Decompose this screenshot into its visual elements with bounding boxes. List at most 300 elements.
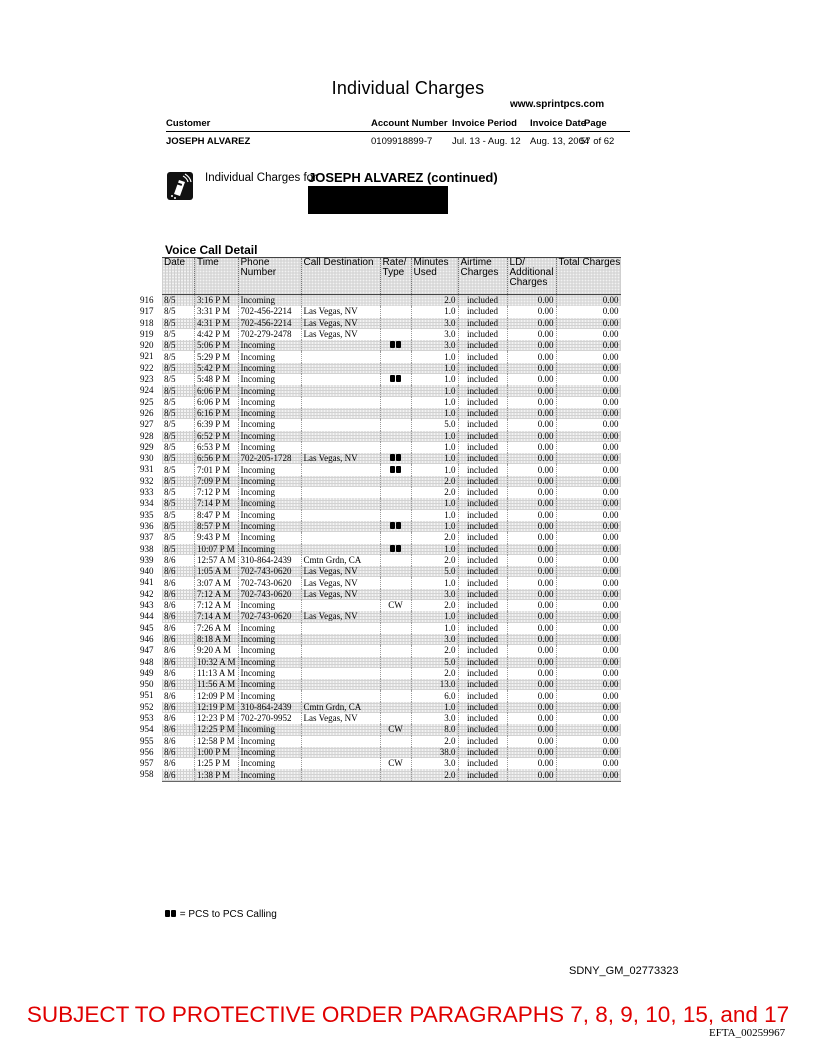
total-cell: 0.00 (556, 724, 621, 735)
rate-type-cell (380, 566, 411, 577)
total-cell: 0.00 (556, 464, 621, 475)
date-cell: 8/5 (164, 532, 176, 543)
row-number: 945 (140, 622, 154, 633)
phone-cell: Incoming (238, 374, 301, 385)
phone-cell: Incoming (238, 498, 301, 509)
airtime-cell: included (458, 623, 507, 634)
table-row (162, 476, 621, 487)
airtime-cell: included (458, 498, 507, 509)
legend (165, 909, 277, 920)
time-cell: 1:25 P M (195, 758, 239, 769)
table-row (162, 566, 621, 577)
minutes-cell: 1.0 (411, 577, 458, 588)
phone-cell: Incoming (238, 431, 301, 442)
time-cell: 3:31 P M (195, 306, 239, 317)
airtime-cell: included (458, 713, 507, 724)
table-row (162, 634, 621, 645)
destination-cell: Las Vegas, NV (301, 453, 380, 464)
airtime-cell: included (458, 487, 507, 498)
destination-cell (301, 769, 380, 781)
airtime-cell: included (458, 363, 507, 374)
date-cell: 8/6 (162, 747, 195, 758)
minutes-cell: 3.0 (411, 340, 458, 351)
row-number: 916 (140, 294, 154, 305)
minutes-cell: 2.0 (411, 736, 458, 747)
minutes-cell: 1.0 (411, 351, 458, 362)
date-cell: 8/6 (162, 679, 195, 690)
phone-cell: 702-456-2214 (238, 306, 301, 317)
row-number: 919 (140, 328, 154, 339)
row-number: 949 (140, 667, 154, 678)
rate-type-cell (380, 668, 411, 679)
minutes-cell: 1.0 (411, 544, 458, 555)
minutes-cell: 1.0 (411, 453, 458, 464)
total-cell: 0.00 (556, 521, 621, 532)
destination-cell: Las Vegas, NV (301, 713, 380, 724)
ld-charges-cell: 0.00 (507, 736, 556, 747)
col-ld-additional: LD/ Additional Charges (507, 258, 556, 295)
ld-charges-cell: 0.00 (507, 408, 556, 419)
total-cell: 0.00 (556, 318, 621, 329)
rate-type-cell (380, 397, 411, 408)
row-number: 926 (140, 407, 154, 418)
time-cell: 4:42 P M (195, 329, 239, 340)
table-row (162, 690, 621, 701)
time-cell: 7:12 A M (195, 600, 239, 611)
total-cell: 0.00 (556, 657, 621, 668)
col-phone: Phone Number (238, 258, 301, 295)
airtime-cell: included (458, 645, 507, 656)
ld-charges-cell: 0.00 (507, 532, 556, 543)
destination-cell (301, 363, 380, 374)
rate-type-cell (380, 713, 411, 724)
date-cell: 8/5 (162, 385, 195, 396)
destination-cell (301, 690, 380, 701)
rate-type-cell (380, 374, 411, 385)
minutes-cell: 1.0 (411, 431, 458, 442)
redaction-box (308, 186, 448, 214)
airtime-cell: included (458, 318, 507, 329)
table-row (162, 385, 621, 396)
minutes-cell: 6.0 (411, 690, 458, 701)
table-row (162, 611, 621, 622)
table-row (162, 668, 621, 679)
airtime-cell: included (458, 397, 507, 408)
date-cell: 8/5 (162, 498, 195, 509)
rate-type-cell: CW (380, 724, 411, 735)
time-cell: 12:23 P M (195, 713, 239, 724)
voice-call-table (162, 257, 621, 782)
ld-charges-cell: 0.00 (507, 645, 556, 656)
table-row (162, 340, 621, 351)
minutes-cell: 2.0 (411, 476, 458, 487)
minutes-cell: 3.0 (411, 713, 458, 724)
row-number: 946 (140, 633, 154, 644)
airtime-cell: included (458, 611, 507, 622)
row-number: 953 (140, 712, 154, 723)
account-number-label: Account Number (371, 118, 448, 129)
legend-text: = PCS to PCS Calling (179, 909, 277, 920)
phone-cell: 310-864-2439 (238, 702, 301, 713)
time-cell: 5:29 P M (195, 351, 239, 362)
rate-type-cell (380, 521, 411, 532)
airtime-cell: included (458, 690, 507, 701)
airtime-cell: included (458, 431, 507, 442)
phone-cell: Incoming (238, 668, 301, 679)
rate-type-cell (380, 295, 411, 307)
airtime-cell: included (458, 589, 507, 600)
table-row (162, 329, 621, 340)
time-cell: 8:57 P M (195, 521, 239, 532)
destination-cell (301, 747, 380, 758)
row-number: 922 (140, 362, 154, 373)
destination-cell: Las Vegas, NV (301, 611, 380, 622)
table-row (162, 453, 621, 464)
col-minutes: Minutes Used (411, 258, 458, 295)
individual-name (308, 170, 498, 185)
time-cell: 6:06 P M (195, 397, 239, 408)
phone-cell: Incoming (238, 363, 301, 374)
table-row (162, 419, 621, 430)
date-cell: 8/6 (164, 667, 176, 678)
ld-charges-cell: 0.00 (507, 419, 556, 430)
total-cell: 0.00 (556, 758, 621, 769)
phone-cell: Incoming (238, 600, 301, 611)
total-cell: 0.00 (556, 374, 621, 385)
destination-cell (301, 668, 380, 679)
time-cell: 7:14 A M (195, 611, 239, 622)
destination-cell: Cmtn Grdn, CA (301, 702, 380, 713)
ld-charges-cell: 0.00 (507, 487, 556, 498)
destination-cell (301, 521, 380, 532)
phone-cell: Incoming (238, 442, 301, 453)
destination-cell (301, 736, 380, 747)
phone-cell: Incoming (238, 544, 301, 555)
date-cell: 8/6 (162, 657, 195, 668)
row-number: 938 (140, 543, 154, 554)
airtime-cell: included (458, 657, 507, 668)
table-row (162, 318, 621, 329)
airtime-cell: included (458, 747, 507, 758)
table-row (162, 577, 621, 588)
minutes-cell: 1.0 (411, 397, 458, 408)
time-cell: 6:53 P M (195, 442, 239, 453)
table-row (162, 657, 621, 668)
rate-type-cell (380, 487, 411, 498)
time-cell: 12:09 P M (195, 690, 239, 701)
minutes-cell: 1.0 (411, 702, 458, 713)
row-number: 917 (140, 306, 154, 317)
phone-cell: Incoming (238, 510, 301, 521)
row-number: 918 (140, 317, 154, 328)
airtime-cell: included (458, 306, 507, 317)
total-cell: 0.00 (556, 363, 621, 374)
destination-cell: Cmtn Grdn, CA (301, 555, 380, 566)
ld-charges-cell: 0.00 (507, 724, 556, 735)
date-cell: 8/5 (162, 340, 195, 351)
destination-cell (301, 623, 380, 634)
airtime-cell: included (458, 408, 507, 419)
total-cell: 0.00 (556, 431, 621, 442)
time-cell: 6:39 P M (195, 419, 239, 430)
total-cell: 0.00 (556, 442, 621, 453)
phone-cell: Incoming (238, 295, 301, 307)
date-cell: 8/5 (162, 408, 195, 419)
phone-cell: 702-270-9952 (238, 713, 301, 724)
destination-cell (301, 510, 380, 521)
row-number: 937 (140, 532, 154, 543)
table-row (162, 442, 621, 453)
date-cell: 8/5 (162, 363, 195, 374)
table-row (162, 544, 621, 555)
minutes-cell: 3.0 (411, 318, 458, 329)
ld-charges-cell: 0.00 (507, 690, 556, 701)
table-row (162, 758, 621, 769)
col-airtime: Airtime Charges (458, 258, 507, 295)
destination-cell (301, 385, 380, 396)
minutes-cell: 1.0 (411, 521, 458, 532)
rate-type-cell (380, 679, 411, 690)
destination-cell (301, 408, 380, 419)
total-cell: 0.00 (556, 385, 621, 396)
airtime-cell: included (458, 464, 507, 475)
rate-type-cell (380, 736, 411, 747)
row-number: 957 (140, 758, 154, 769)
time-cell: 9:20 A M (195, 645, 239, 656)
ld-charges-cell: 0.00 (507, 769, 556, 781)
minutes-cell: 1.0 (411, 510, 458, 521)
table-row (162, 555, 621, 566)
rate-type-cell (380, 690, 411, 701)
ld-charges-cell: 0.00 (507, 589, 556, 600)
ld-charges-cell: 0.00 (507, 340, 556, 351)
rate-type-cell (380, 329, 411, 340)
minutes-cell: 3.0 (411, 634, 458, 645)
total-cell: 0.00 (556, 419, 621, 430)
row-number: 928 (140, 430, 154, 441)
phone-cell: Incoming (238, 690, 301, 701)
time-cell: 7:09 P M (195, 476, 239, 487)
pcs-to-pcs-icon (390, 465, 402, 475)
destination-cell (301, 397, 380, 408)
row-number: 956 (140, 746, 154, 757)
rate-type-cell (380, 442, 411, 453)
col-date: Date (162, 258, 195, 295)
time-cell: 7:01 P M (195, 464, 239, 475)
time-cell: 12:19 P M (195, 702, 239, 713)
phone-cell: Incoming (238, 476, 301, 487)
table-row (162, 645, 621, 656)
total-cell: 0.00 (556, 487, 621, 498)
row-number: 920 (140, 340, 154, 351)
phone-cell: Incoming (238, 487, 301, 498)
table-row (162, 532, 621, 543)
ld-charges-cell: 0.00 (507, 374, 556, 385)
ld-charges-cell: 0.00 (507, 702, 556, 713)
row-number: 921 (140, 351, 154, 362)
total-cell: 0.00 (556, 453, 621, 464)
section-title: Voice Call Detail (165, 243, 258, 257)
rate-type-cell (380, 645, 411, 656)
airtime-cell: included (458, 419, 507, 430)
row-number: 942 (140, 588, 154, 599)
date-cell: 8/6 (162, 589, 195, 600)
table-row (162, 498, 621, 509)
destination-cell (301, 532, 380, 543)
airtime-cell: included (458, 385, 507, 396)
bates-number: SDNY_GM_02773323 (569, 965, 679, 977)
phone-cell: Incoming (238, 645, 301, 656)
phone-cell: 702-205-1728 (238, 453, 301, 464)
ld-charges-cell: 0.00 (507, 318, 556, 329)
airtime-cell: included (458, 476, 507, 487)
rate-type-cell (380, 702, 411, 713)
pcs-to-pcs-icon (165, 909, 177, 920)
time-cell: 9:43 P M (195, 532, 239, 543)
time-cell: 10:32 A M (195, 657, 239, 668)
phone-cell: 702-279-2478 (238, 329, 301, 340)
row-number: 947 (140, 645, 154, 656)
destination-cell (301, 442, 380, 453)
ld-charges-cell: 0.00 (507, 566, 556, 577)
total-cell: 0.00 (556, 555, 621, 566)
individual-name-text: JOSEPH ALVAREZ (continued) (308, 170, 498, 185)
ld-charges-cell: 0.00 (507, 397, 556, 408)
date-cell: 8/5 (164, 487, 176, 498)
phone-cell: Incoming (238, 758, 301, 769)
rate-type-cell (380, 408, 411, 419)
destination-cell (301, 487, 380, 498)
invoice-period-value: Jul. 13 - Aug. 12 (452, 136, 521, 147)
ld-charges-cell: 0.00 (507, 555, 556, 566)
col-rate-type: Rate/ Type (380, 258, 411, 295)
table-row (162, 295, 621, 307)
destination-cell: Las Vegas, NV (301, 318, 380, 329)
time-cell: 1:05 A M (195, 566, 239, 577)
date-cell: 8/5 (162, 476, 195, 487)
col-time: Time (195, 258, 239, 295)
date-cell: 8/5 (162, 431, 195, 442)
total-cell: 0.00 (556, 306, 621, 317)
date-cell: 8/5 (164, 306, 176, 317)
time-cell: 6:56 P M (195, 453, 239, 464)
ld-charges-cell: 0.00 (507, 611, 556, 622)
pcs-to-pcs-icon (390, 453, 402, 463)
time-cell: 3:07 A M (195, 577, 239, 588)
row-number: 935 (140, 509, 154, 520)
airtime-cell: included (458, 577, 507, 588)
rate-type-cell (380, 419, 411, 430)
call-rows (162, 295, 621, 782)
total-cell: 0.00 (556, 623, 621, 634)
destination-cell (301, 758, 380, 769)
phone-cell: Incoming (238, 532, 301, 543)
table-row (162, 464, 621, 475)
minutes-cell: 8.0 (411, 724, 458, 735)
rate-type-cell (380, 589, 411, 600)
rate-type-cell (380, 623, 411, 634)
destination-cell (301, 374, 380, 385)
destination-cell: Las Vegas, NV (301, 329, 380, 340)
date-cell: 8/6 (164, 758, 176, 769)
phone-cell: 702-743-0620 (238, 566, 301, 577)
row-number: 925 (140, 396, 154, 407)
phone-cell: Incoming (238, 521, 301, 532)
airtime-cell: included (458, 510, 507, 521)
ld-charges-cell: 0.00 (507, 385, 556, 396)
row-number: 948 (140, 656, 154, 667)
rate-type-cell (380, 306, 411, 317)
phone-cell: 702-456-2214 (238, 318, 301, 329)
destination-cell (301, 351, 380, 362)
minutes-cell: 2.0 (411, 555, 458, 566)
date-cell: 8/5 (162, 295, 195, 307)
phone-cell: Incoming (238, 724, 301, 735)
airtime-cell: included (458, 566, 507, 577)
rate-type-cell: CW (380, 758, 411, 769)
airtime-cell: included (458, 702, 507, 713)
destination-cell (301, 498, 380, 509)
ld-charges-cell: 0.00 (507, 295, 556, 307)
airtime-cell: included (458, 532, 507, 543)
time-cell: 12:57 A M (195, 555, 239, 566)
time-cell: 7:12 P M (195, 487, 239, 498)
total-cell: 0.00 (556, 351, 621, 362)
date-cell: 8/6 (164, 690, 176, 701)
table-header-row (162, 258, 621, 295)
ld-charges-cell: 0.00 (507, 657, 556, 668)
col-destination: Call Destination (301, 258, 380, 295)
ld-charges-cell: 0.00 (507, 713, 556, 724)
destination-cell: Las Vegas, NV (301, 577, 380, 588)
airtime-cell: included (458, 758, 507, 769)
destination-cell (301, 544, 380, 555)
date-cell: 8/6 (162, 611, 195, 622)
date-cell: 8/5 (162, 521, 195, 532)
row-number: 936 (140, 520, 154, 531)
destination-cell (301, 657, 380, 668)
total-cell: 0.00 (556, 566, 621, 577)
table-row (162, 306, 621, 317)
destination-cell (301, 295, 380, 307)
ld-charges-cell: 0.00 (507, 363, 556, 374)
table-row (162, 363, 621, 374)
airtime-cell: included (458, 329, 507, 340)
rate-type-cell (380, 555, 411, 566)
minutes-cell: 1.0 (411, 611, 458, 622)
date-cell: 8/6 (162, 702, 195, 713)
time-cell: 11:56 A M (195, 679, 239, 690)
minutes-cell: 2.0 (411, 645, 458, 656)
phone-cell: Incoming (238, 397, 301, 408)
table-row (162, 724, 621, 735)
row-number: 951 (140, 690, 154, 701)
date-cell: 8/6 (162, 634, 195, 645)
total-cell: 0.00 (556, 532, 621, 543)
invoice-date-value: Aug. 13, 2004 (530, 136, 590, 147)
ld-charges-cell: 0.00 (507, 634, 556, 645)
phone-cell: 702-743-0620 (238, 589, 301, 600)
rate-type-cell (380, 464, 411, 475)
pcs-to-pcs-icon (390, 544, 402, 554)
time-cell: 7:26 A M (195, 623, 239, 634)
airtime-cell: included (458, 634, 507, 645)
minutes-cell: 1.0 (411, 408, 458, 419)
destination-cell (301, 476, 380, 487)
rate-type-cell (380, 476, 411, 487)
ld-charges-cell: 0.00 (507, 306, 556, 317)
minutes-cell: 1.0 (411, 623, 458, 634)
